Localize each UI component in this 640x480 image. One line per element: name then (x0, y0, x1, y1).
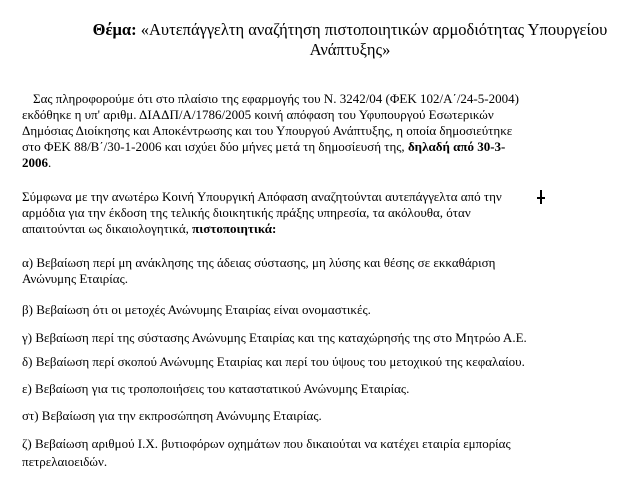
item-st: στ) Βεβαίωση για την εκπροσώπηση Ανώνυμης Εταιρίας. (22, 408, 322, 423)
para2-line-2: αρμόδια για την έκδοση της τελικής διοικητικής πράξης υπηρεσία, τα ακόλουθα, όταν (22, 205, 471, 220)
item-e: ε) Βεβαίωση για τις τροποποιήσεις του καταστατικού Ανώνυμης Εταιρίας. (22, 381, 410, 396)
para1-line-4-text: στο ΦΕΚ 88/Β΄/30-1-2006 και ισχύει δύο μήνες μετά τη δημοσίευσή της, (22, 139, 408, 154)
para1-line-1: Σας πληροφορούμε ότι στο πλαίσιο της εφαρμογής του Ν. 3242/04 (ΦΕΚ 102/Α΄/24-5-2004) (33, 91, 519, 106)
title-line-1 (0, 20, 640, 40)
para1-line-4-bold: δηλαδή από 30-3- (407, 139, 506, 154)
para1-line-5 (22, 155, 51, 171)
item-a-line-2: Ανώνυμης Εταιρίας. (22, 271, 129, 286)
item-z-line-1: ζ) Βεβαίωση αριθμού Ι.Χ. βυτιοφόρων οχημάτων που δικαιούται να κατέχει εταιρία εμπορίας (22, 436, 511, 451)
title-line-2: Ανάπτυξης» (309, 40, 391, 59)
item-b: β) Βεβαίωση ότι οι μετοχές Ανώνυμης Εταιρίας είναι ονομαστικές. (22, 302, 371, 317)
para1-line-4 (22, 139, 505, 155)
item-z-line-2: πετρελαιοειδών. (22, 454, 108, 469)
para1-line-5-text: . (48, 155, 52, 170)
para2-line-1: Σύμφωνα με την ανωτέρω Κοινή Υπουργική Απόφαση αναζητούνται αυτεπάγγελτα από την (22, 189, 502, 204)
para2-line-3-text: απαιτούνται ως δικαιολογητικά, (22, 221, 193, 236)
title-text-1: «Αυτεπάγγελτη αναζήτηση πιστοποιητικών αρμοδιότητας Υπουργείου (140, 20, 608, 39)
item-d: δ) Βεβαίωση περί σκοπού Ανώνυμης Εταιρίας και περί του ύψους του μετοχικού της κεφαλαίου. (22, 354, 525, 369)
para1-line-3: Δημόσιας Διοίκησης και Αποκέντρωσης και του Υπουργού Ανάπτυξης, η οποία δημοσιεύτηκε (22, 123, 513, 138)
para1-line-5-bold: 2006 (22, 155, 48, 170)
title-label: Θέμα: (92, 20, 137, 39)
item-g: γ) Βεβαίωση περί της σύστασης Ανώνυμης Εταιρίας και της καταχώρησής της στο Μητρώο Α.Ε. (22, 330, 527, 345)
document-title (0, 20, 640, 60)
text-cursor-icon (537, 190, 545, 204)
item-a-line-1: α) Βεβαίωση περί μη ανάκλησης της άδειας σύστασης, μη λύσης και θέσης σε εκκαθάριση (22, 255, 496, 270)
para1-line-2: εκδόθηκε η υπ' αριθμ. ΔΙΑΔΠ/Α/1786/2005 κοινή απόφαση του Υφυπουργού Εσωτερικών (22, 107, 494, 122)
para2-line-3-bold: πιστοποιητικά: (192, 221, 277, 236)
para2-line-3 (22, 221, 276, 237)
